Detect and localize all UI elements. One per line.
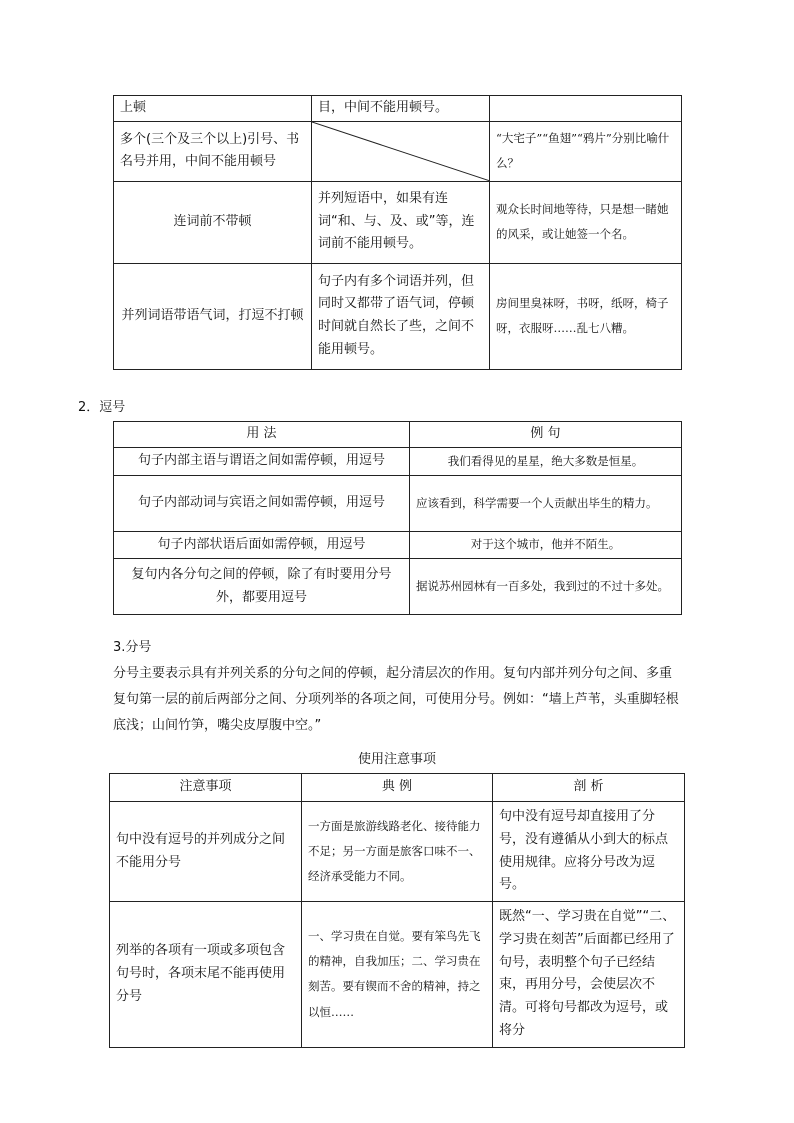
usage-cell: 复句内各分句之间的停顿，除了有时要用分号外，都要用逗号: [114, 559, 410, 615]
table-row: [114, 559, 682, 615]
table-header-row: [110, 774, 685, 802]
section-heading-semicolon: 3.分号: [113, 640, 152, 655]
usage-cell: 并列词语带语气词，打逗不打顿: [114, 263, 312, 369]
table-title: 使用注意事项: [357, 752, 436, 767]
table-row: [114, 122, 682, 182]
usage-cell: 多个(三个及三个以上)引号、书名号并用，中间不能用顿号: [114, 122, 312, 182]
semicolon-description: 分号主要表示具有并列关系的分句之间的停顿，起分清层次的作用。复句内部并列分句之间、多重复句第一层的前后两部分之间、分项列举的各项之间，可使用分号。例如：“墙上芦苇，头重脚轻根底浅；山间竹笋，嘴尖皮厚腹中空。”: [113, 666, 679, 733]
column-header-item: 注意事项: [110, 774, 302, 802]
usage-cell: 句子内部动词与宾语之间如需停顿，用逗号: [114, 476, 410, 532]
table-row: [114, 532, 682, 559]
diagonal-empty-cell: [312, 122, 490, 182]
semicolon-table: [109, 773, 685, 1048]
table-row: [114, 476, 682, 532]
analysis-cell: 既然“一、学习贵在自觉”“二、学习贵在刻苦”后面都已经用了句号，表明整个句子已经结束，再用分号，会使层次不清。可将句号都改为逗号，或将分: [493, 902, 685, 1048]
example-cell: [490, 96, 682, 122]
table-row: [110, 802, 685, 902]
usage-cell: 连词前不带顿: [114, 181, 312, 263]
example-cell: 一、学习贵在自觉。要有笨鸟先飞的精神，自我加压；二、学习贵在刻苦。要有锲而不舍的精神，持之以恒……: [302, 902, 493, 1048]
example-cell: 一方面是旅游线路老化、接待能力不足；另一方面是旅客口味不一、经济承受能力不同。: [302, 802, 493, 902]
table-row: [114, 181, 682, 263]
example-cell: 我们看得见的星星，绝大多数是恒星。: [410, 448, 682, 476]
example-cell: 应该看到，科学需要一个人贡献出毕生的精力。: [410, 476, 682, 532]
example-cell: 观众长时间地等待，只是想一睹她的风采，或让她签一个名。: [490, 181, 682, 263]
table-row: [114, 96, 682, 122]
example-cell: 据说苏州园林有一百多处，我到过的不过十多处。: [410, 559, 682, 615]
example-cell: 对于这个城市，他并不陌生。: [410, 532, 682, 559]
table-row: [114, 263, 682, 369]
column-header-example: 例 句: [410, 422, 682, 448]
diagonal-line: [312, 122, 489, 181]
table-row: [110, 902, 685, 1048]
column-header-analysis: 剖 析: [493, 774, 685, 802]
example-cell: 房间里臭袜呀，书呀，纸呀，椅子呀，衣服呀……乱七八糟。: [490, 263, 682, 369]
table-header-row: [114, 422, 682, 448]
note-cell: 并列短语中，如果有连词“和、与、及、或”等，连词前不能用顿号。: [312, 181, 490, 263]
example-cell: “大宅子”“鱼翅”“鸦片”分别比喻什么？: [490, 122, 682, 182]
column-header-usage: 用 法: [114, 422, 410, 448]
usage-cell: 句子内部状语后面如需停顿，用逗号: [114, 532, 410, 559]
section-heading-comma: 2．逗号: [78, 400, 126, 415]
note-cell: 目，中间不能用顿号。: [312, 96, 490, 122]
comma-table: [113, 421, 682, 615]
item-cell: 句中没有逗号的并列成分之间不能用分号: [110, 802, 302, 902]
column-header-example: 典 例: [302, 774, 493, 802]
usage-cell: 上顿: [114, 96, 312, 122]
table-row: [114, 448, 682, 476]
analysis-cell: 句中没有逗号却直接用了分号，没有遵循从小到大的标点使用规律。应将分号改为逗号。: [493, 802, 685, 902]
item-cell: 列举的各项有一项或多项包含句号时，各项末尾不能再使用分号: [110, 902, 302, 1048]
note-cell: 句子内有多个词语并列，但同时又都带了语气词，停顿时间就自然长了些，之间不能用顿号。: [312, 263, 490, 369]
usage-cell: 句子内部主语与谓语之间如需停顿，用逗号: [114, 448, 410, 476]
dun-hao-table: [113, 95, 682, 370]
